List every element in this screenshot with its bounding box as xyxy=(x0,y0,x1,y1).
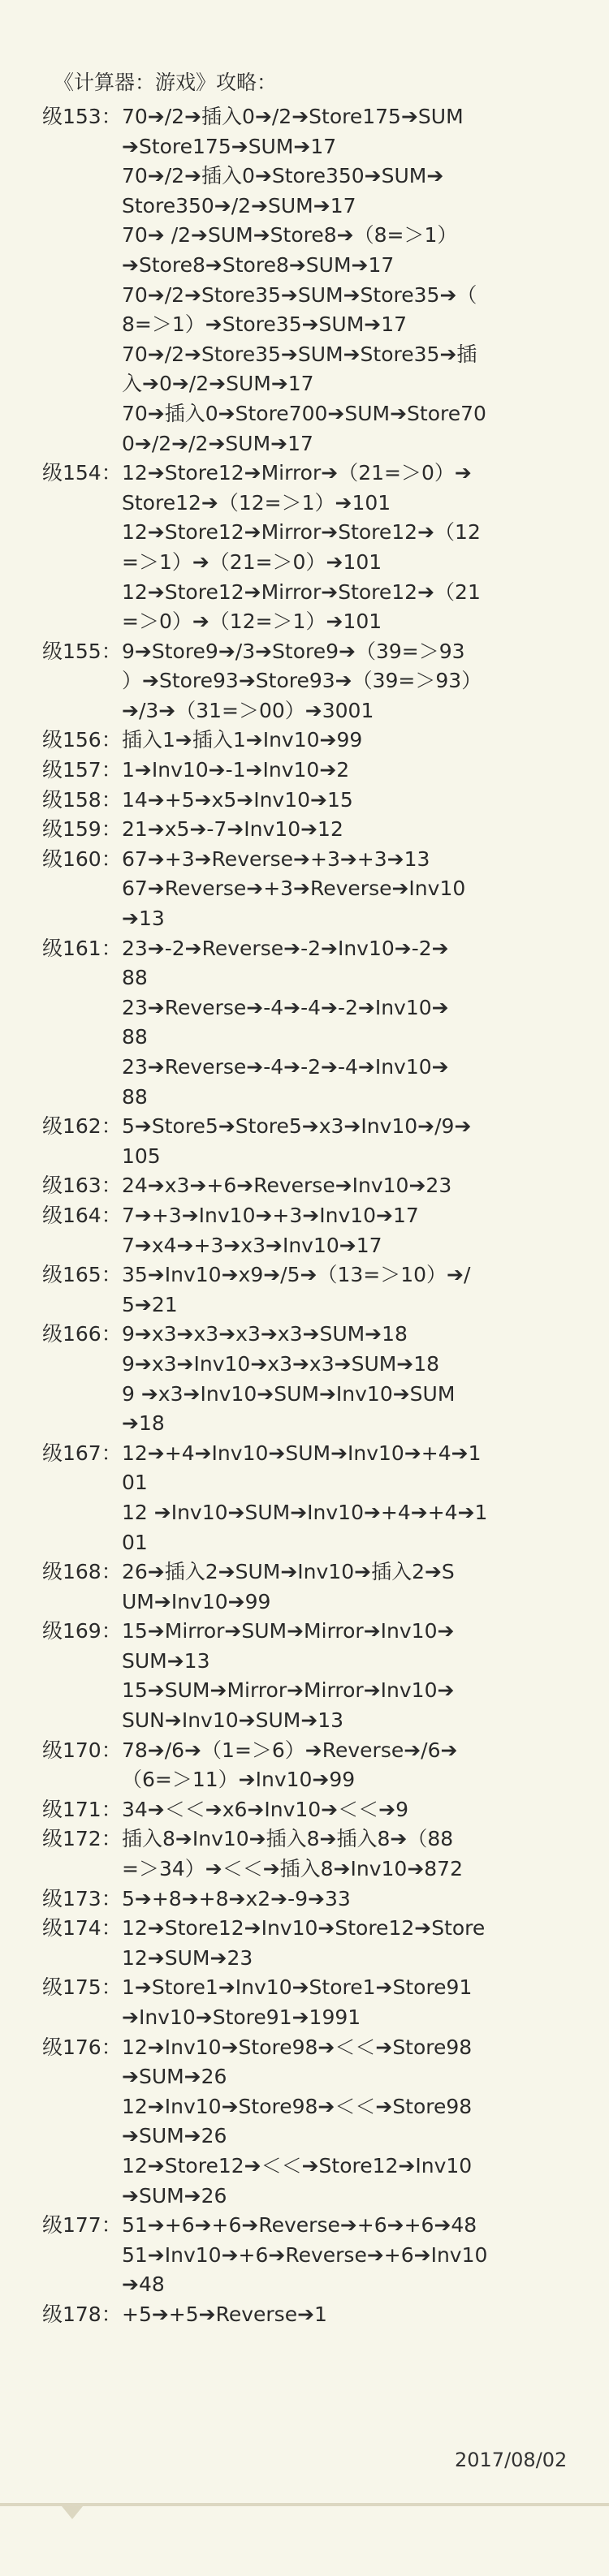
level-entry xyxy=(0,1795,609,1825)
solution-line: 5➔+8➔+8➔x2➔-9➔33 xyxy=(122,1886,351,1910)
post-date: 2017/08/02 xyxy=(455,2449,568,2471)
solution-line: 5➔21 xyxy=(122,1292,178,1316)
solution-line: =＞0）➔（12=＞1）➔101 xyxy=(122,610,382,634)
solution-line: 01 xyxy=(122,1471,148,1495)
solution-lines xyxy=(122,1439,609,1557)
solution-line: ➔48 xyxy=(122,2272,165,2297)
solution-line: SUN➔Inv10➔SUM➔13 xyxy=(122,1708,344,1733)
solution-lines xyxy=(122,1171,609,1201)
solution-line: 23➔-2➔Reverse➔-2➔Inv10➔-2➔ xyxy=(122,936,449,960)
level-label: 级158： xyxy=(42,787,122,812)
solution-lines xyxy=(122,756,609,786)
level-label: 级154： xyxy=(42,461,122,485)
level-entry xyxy=(0,756,609,786)
solution-lines xyxy=(122,1885,609,1915)
level-entry xyxy=(0,2033,609,2212)
solution-lines xyxy=(122,786,609,816)
solution-lines xyxy=(122,2211,609,2300)
solution-line: 88 xyxy=(122,966,148,990)
solution-line: 12➔Store12➔Mirror➔Store12➔（21 xyxy=(122,579,481,604)
solution-lines xyxy=(122,1320,609,1438)
level-label: 级168： xyxy=(42,1560,122,1584)
solution-lines xyxy=(122,845,609,934)
solution-line: ）➔Store93➔Store93➔（39=＞93） xyxy=(122,669,482,693)
level-entry xyxy=(0,845,609,934)
solution-line: 105 xyxy=(122,1144,161,1168)
level-label: 级171： xyxy=(42,1797,122,1821)
solution-line: 9➔Store9➔/3➔Store9➔（39=＞93 xyxy=(122,639,465,663)
solution-line: Store12➔（12=＞1）➔101 xyxy=(122,490,391,515)
solution-line: 15➔SUM➔Mirror➔Mirror➔Inv10➔ xyxy=(122,1678,455,1703)
level-entry xyxy=(0,459,609,637)
solution-lines xyxy=(122,1617,609,1735)
level-entry xyxy=(0,102,609,459)
level-entry xyxy=(0,1557,609,1617)
solution-lines xyxy=(122,1795,609,1825)
solution-line: 70➔/2➔Store35➔SUM➔Store35➔（ xyxy=(122,282,477,307)
solution-line: =＞34）➔＜＜➔插入8➔Inv10➔872 xyxy=(122,1857,463,1881)
solution-line: 26➔插入2➔SUM➔Inv10➔插入2➔S xyxy=(122,1560,455,1584)
solution-line: ➔13 xyxy=(122,907,165,931)
solution-line: 8=＞1）➔Store35➔SUM➔17 xyxy=(122,312,408,337)
level-entry xyxy=(0,1973,609,2032)
solution-line: 7➔x4➔+3➔x3➔Inv10➔17 xyxy=(122,1233,382,1257)
solution-lines xyxy=(122,102,609,459)
level-entry xyxy=(0,1439,609,1557)
solution-lines xyxy=(122,1260,609,1320)
solution-lines xyxy=(122,459,609,637)
solution-line: Store350➔/2➔SUM➔17 xyxy=(122,193,356,218)
level-entry xyxy=(0,1914,609,1973)
solution-line: 35➔Inv10➔x9➔/5➔（13=＞10）➔/ xyxy=(122,1263,471,1287)
solution-line: ➔SUM➔26 xyxy=(122,2065,227,2089)
level-entry xyxy=(0,1112,609,1171)
level-label: 级163： xyxy=(42,1174,122,1198)
solution-line: ➔SUM➔26 xyxy=(122,2183,227,2208)
solution-line: 70➔/2➔插入0➔/2➔Store175➔SUM xyxy=(122,105,464,128)
solution-line: 70➔插入0➔Store700➔SUM➔Store70 xyxy=(122,401,486,425)
level-label: 级174： xyxy=(42,1916,122,1941)
level-entry xyxy=(0,815,609,845)
solution-line: ➔SUM➔26 xyxy=(122,2124,227,2148)
level-label: 级166： xyxy=(42,1322,122,1346)
solution-line: SUM➔13 xyxy=(122,1648,210,1673)
solution-line: 88 xyxy=(122,1084,148,1109)
solution-line: 入➔0➔/2➔SUM➔17 xyxy=(122,372,314,396)
level-label: 级164： xyxy=(42,1203,122,1227)
level-label: 级160： xyxy=(42,846,122,871)
level-entry xyxy=(0,1320,609,1438)
solution-line: 67➔+3➔Reverse➔+3➔+3➔13 xyxy=(122,846,430,871)
solution-line: 15➔Mirror➔SUM➔Mirror➔Inv10➔ xyxy=(122,1619,455,1643)
solution-line: 5➔Store5➔Store5➔x3➔Inv10➔/9➔ xyxy=(122,1114,472,1139)
solution-line: 12➔SUM➔23 xyxy=(122,1945,253,1970)
solution-line: 12➔Inv10➔Store98➔＜＜➔Store98 xyxy=(122,2035,473,2059)
level-label: 级167： xyxy=(42,1441,122,1465)
level-label: 级173： xyxy=(42,1886,122,1910)
level-entry xyxy=(0,1260,609,1320)
solution-line: 34➔＜＜➔x6➔Inv10➔＜＜➔9 xyxy=(122,1797,408,1821)
solution-line: （6=＞11）➔Inv10➔99 xyxy=(122,1768,356,1792)
solution-line: 插入8➔Inv10➔插入8➔插入8➔（88 xyxy=(122,1827,454,1851)
solution-line: 23➔Reverse➔-4➔-2➔-4➔Inv10➔ xyxy=(122,1055,449,1079)
level-label: 级156： xyxy=(42,728,122,752)
solution-line: ➔18 xyxy=(122,1411,165,1436)
solution-line: 12➔Store12➔Inv10➔Store12➔Store xyxy=(122,1916,486,1941)
level-label: 级178： xyxy=(42,2302,122,2326)
solution-line: 12➔+4➔Inv10➔SUM➔Inv10➔+4➔1 xyxy=(122,1441,482,1465)
solution-line: UM➔Inv10➔99 xyxy=(122,1589,271,1613)
level-label: 级165： xyxy=(42,1263,122,1287)
solution-lines xyxy=(122,1736,609,1795)
solution-line: 12➔Store12➔Mirror➔Store12➔（12 xyxy=(122,520,481,545)
level-entry xyxy=(0,1201,609,1260)
footer-divider xyxy=(0,2503,609,2506)
level-entry xyxy=(0,2211,609,2300)
solution-line: 21➔x5➔-7➔Inv10➔12 xyxy=(122,817,343,842)
level-entry xyxy=(0,1171,609,1201)
solution-line: 70➔/2➔插入0➔Store350➔SUM➔ xyxy=(122,164,444,188)
solution-line: 12➔Store12➔Mirror➔（21=＞0）➔ xyxy=(122,461,472,485)
solution-line: 12➔Inv10➔Store98➔＜＜➔Store98 xyxy=(122,2094,473,2118)
solution-line: 12 ➔Inv10➔SUM➔Inv10➔+4➔+4➔1 xyxy=(122,1500,488,1524)
solution-line: 01 xyxy=(122,1530,148,1554)
solution-line: =＞1）➔（21=＞0）➔101 xyxy=(122,549,382,574)
level-entry xyxy=(0,786,609,816)
solution-line: 24➔x3➔+6➔Reverse➔Inv10➔23 xyxy=(122,1174,452,1198)
solution-line: 9➔x3➔Inv10➔x3➔x3➔SUM➔18 xyxy=(122,1351,440,1376)
solution-line: ➔Store8➔Store8➔SUM➔17 xyxy=(122,252,395,277)
solution-lines xyxy=(122,1112,609,1171)
level-label: 级169： xyxy=(42,1619,122,1643)
level-label: 级176： xyxy=(42,2035,122,2059)
solution-line: 1➔Inv10➔-1➔Inv10➔2 xyxy=(122,758,350,782)
solution-line: +5➔+5➔Reverse➔1 xyxy=(122,2302,327,2326)
solution-line: 7➔+3➔Inv10➔+3➔Inv10➔17 xyxy=(122,1203,419,1227)
solution-line: 70➔/2➔Store35➔SUM➔Store35➔插 xyxy=(122,342,477,366)
solution-line: 70➔ /2➔SUM➔Store8➔（8=＞1） xyxy=(122,223,458,248)
solution-lines xyxy=(122,2300,609,2330)
level-list xyxy=(0,102,609,2330)
solution-lines xyxy=(122,934,609,1113)
level-label: 级175： xyxy=(42,1975,122,2000)
level-entry xyxy=(0,1824,609,1884)
solution-lines xyxy=(122,1557,609,1617)
solution-line: 67➔Reverse➔+3➔Reverse➔Inv10 xyxy=(122,877,466,901)
solution-line: 插入1➔插入1➔Inv10➔99 xyxy=(122,728,363,752)
solution-lines xyxy=(122,2033,609,2212)
level-label: 级172： xyxy=(42,1827,122,1851)
solution-line: ➔Store175➔SUM➔17 xyxy=(122,134,337,158)
level-label: 级170： xyxy=(42,1738,122,1762)
solution-line: 14➔+5➔x5➔Inv10➔15 xyxy=(122,787,353,812)
solution-line: 9 ➔x3➔Inv10➔SUM➔Inv10➔SUM xyxy=(122,1381,456,1406)
footer-notch-icon xyxy=(62,2506,83,2519)
level-label: 级155： xyxy=(42,639,122,663)
level-entry xyxy=(0,726,609,756)
level-label: 级161： xyxy=(42,936,122,960)
level-entry xyxy=(0,1885,609,1915)
solution-line: ➔/3➔（31=＞00）➔3001 xyxy=(122,698,374,722)
level-label: 级159： xyxy=(42,817,122,842)
solution-lines xyxy=(122,1973,609,2032)
solution-line: 51➔Inv10➔+6➔Reverse➔+6➔Inv10 xyxy=(122,2242,488,2267)
solution-line: 12➔Store12➔＜＜➔Store12➔Inv10 xyxy=(122,2153,473,2178)
solution-lines xyxy=(122,637,609,726)
level-label: 级177： xyxy=(42,2213,122,2238)
solution-line: ➔Inv10➔Store91➔1991 xyxy=(122,2005,361,2029)
solution-lines xyxy=(122,1201,609,1260)
solution-line: 9➔x3➔x3➔x3➔x3➔SUM➔18 xyxy=(122,1322,408,1346)
solution-lines xyxy=(122,1824,609,1884)
level-entry xyxy=(0,2300,609,2330)
level-label: 级162： xyxy=(42,1114,122,1139)
solution-line: 51➔+6➔+6➔Reverse➔+6➔+6➔48 xyxy=(122,2213,477,2238)
level-label: 级157： xyxy=(42,758,122,782)
solution-lines xyxy=(122,1914,609,1973)
article-title: 《计算器：游戏》攻略： xyxy=(54,71,278,94)
solution-lines xyxy=(122,815,609,845)
solution-lines xyxy=(122,726,609,756)
solution-line: 0➔/2➔/2➔SUM➔17 xyxy=(122,431,313,455)
level-entry xyxy=(0,934,609,1113)
level-label: 级153： xyxy=(42,105,122,128)
level-entry xyxy=(0,1736,609,1795)
level-entry xyxy=(0,637,609,726)
solution-line: 78➔/6➔（1=＞6）➔Reverse➔/6➔ xyxy=(122,1738,458,1762)
solution-line: 23➔Reverse➔-4➔-4➔-2➔Inv10➔ xyxy=(122,995,449,1019)
level-entry xyxy=(0,1617,609,1735)
solution-line: 1➔Store1➔Inv10➔Store1➔Store91 xyxy=(122,1975,473,2000)
solution-line: 88 xyxy=(122,1025,148,1049)
